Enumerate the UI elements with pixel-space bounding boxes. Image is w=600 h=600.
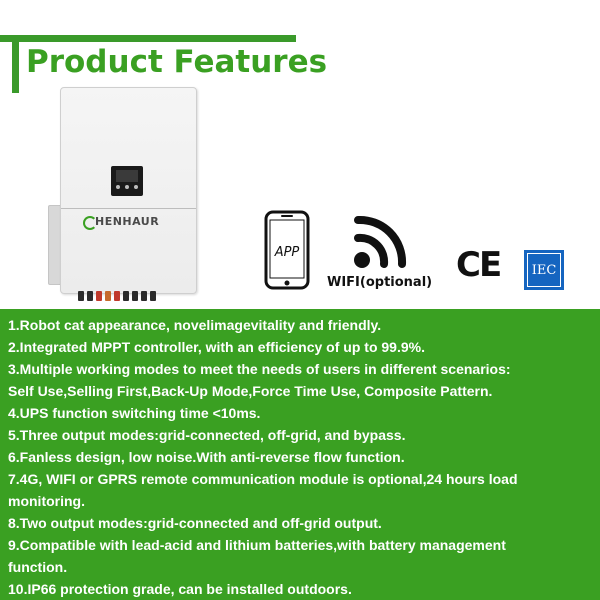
inverter-image xyxy=(60,87,197,294)
feature-item: 10.IP66 protection grade, can be installed outdoors. xyxy=(8,581,352,597)
smartphone-app-icon xyxy=(264,210,310,290)
inverter-display xyxy=(111,166,143,196)
brand-name: HENHAUR xyxy=(95,215,160,228)
feature-list xyxy=(8,314,596,600)
feature-item: 2.Integrated MPPT controller, with an efficiency of up to 99.9%. xyxy=(8,339,425,355)
feature-item: 1.Robot cat appearance, novelimagevitality and friendly. xyxy=(8,317,382,333)
feature-item: 6.Fanless design, low noise.With anti-reverse flow function. xyxy=(8,449,405,465)
app-label: APP xyxy=(274,245,300,260)
wifi-label: WIFI(optional) xyxy=(327,275,433,290)
inverter-buttons xyxy=(116,185,138,191)
ce-mark-icon: CE xyxy=(456,245,501,285)
feature-item: 4.UPS function switching time <10ms. xyxy=(8,405,261,421)
iec-label: IEC xyxy=(527,253,561,287)
inverter-divider xyxy=(61,208,196,209)
feature-item: Self Use,Selling First,Back-Up Mode,Force Time Use, Composite Pattern. xyxy=(8,383,493,399)
feature-item: function. xyxy=(8,559,68,575)
wifi-icon xyxy=(352,212,416,270)
feature-item: 8.Two output modes:grid-connected and off-grid output. xyxy=(8,515,382,531)
feature-item: monitoring. xyxy=(8,493,85,509)
inverter-terminals xyxy=(78,291,190,305)
page-title: Product Features xyxy=(26,44,328,80)
feature-item: 7.4G, WIFI or GPRS remote communication module is optional,24 hours load xyxy=(8,471,518,487)
header-accent-bar xyxy=(12,35,19,93)
feature-item: 9.Compatible with lead-acid and lithium batteries,with battery management xyxy=(8,537,506,553)
iec-logo-icon xyxy=(524,250,564,290)
feature-item: 5.Three output modes:grid-connected, off-grid, and bypass. xyxy=(8,427,406,443)
features-panel xyxy=(0,309,600,600)
feature-item: 3.Multiple working modes to meet the needs of users in different scenarios: xyxy=(8,361,511,377)
header-underline xyxy=(0,35,296,42)
inverter-lcd xyxy=(116,170,138,182)
